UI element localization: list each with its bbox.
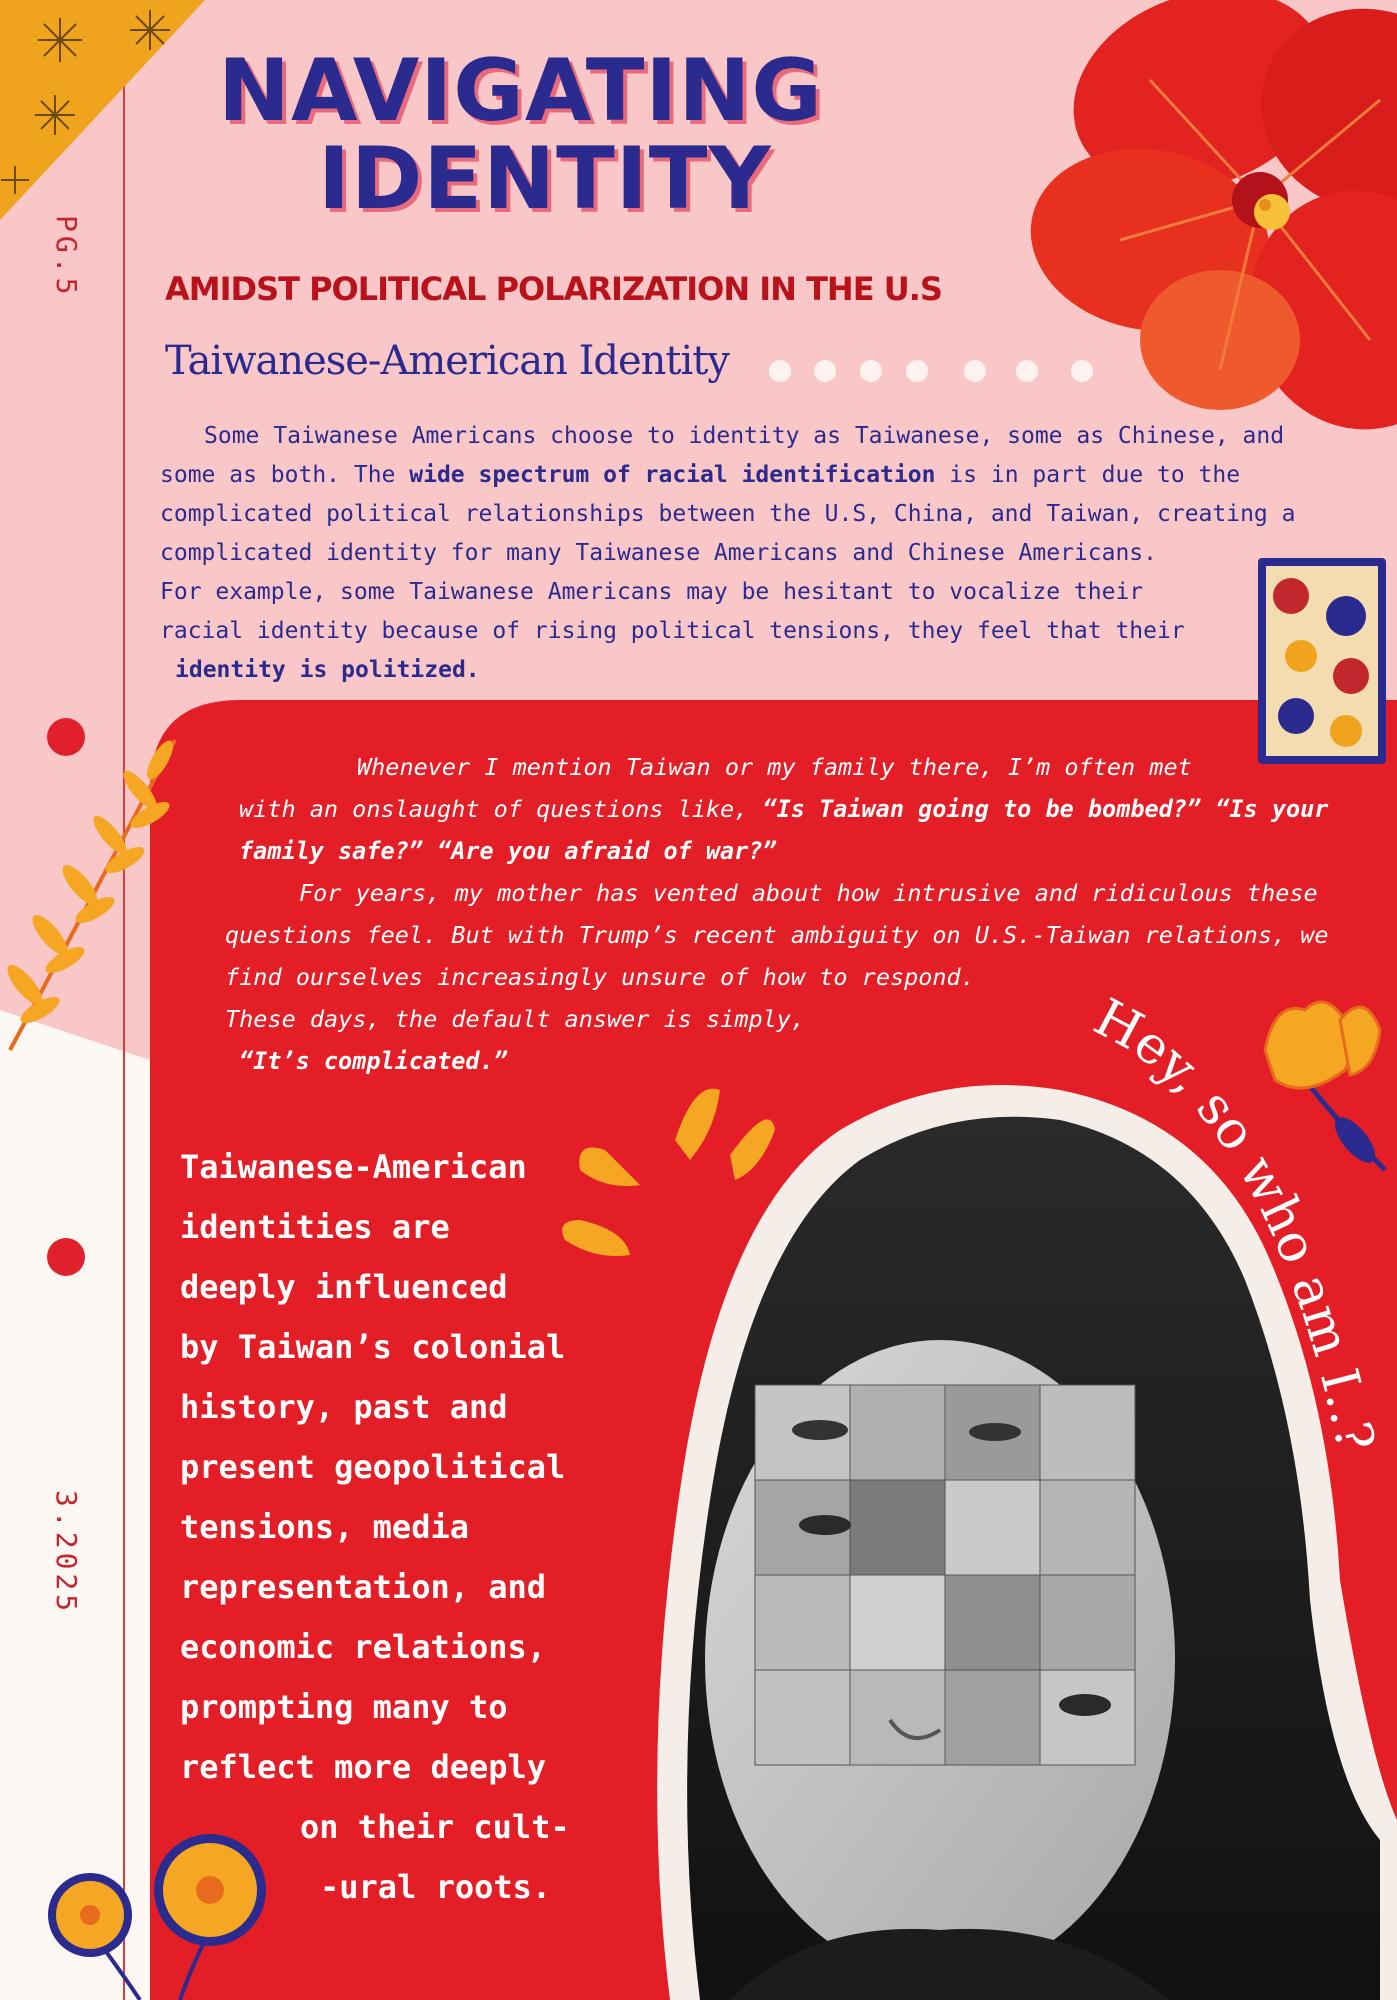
- dots-decoration: [762, 356, 1102, 386]
- sidebar-line: deeply influenced: [180, 1268, 508, 1306]
- issue-date: 3.2025: [50, 1490, 83, 1616]
- sidebar-text-block: [180, 1137, 620, 1917]
- hey-caption-curve: [1020, 990, 1397, 1550]
- sidebar-line: reflect more deeply: [180, 1748, 547, 1786]
- quote-line: For years, my mother has vented about how intrusive and ridiculous these: [299, 879, 1318, 907]
- sidebar-line: Taiwanese-American: [180, 1148, 527, 1186]
- quote-question: “Is Taiwan going to be bombed?” “Is your: [762, 795, 1329, 823]
- dot-marker: [47, 1238, 85, 1276]
- patterned-corner-decoration: [0, 0, 210, 230]
- intro-paragraph: [160, 417, 1340, 690]
- sidebar-line: prompting many to: [180, 1688, 508, 1726]
- sidebar-line: identities are: [180, 1208, 450, 1246]
- intro-line: complicated political relationships between the U.S, China, and Taiwan, creating a: [160, 501, 1296, 527]
- intro-line: complicated identity for many Taiwanese Americans and Chinese Americans.: [160, 540, 1157, 566]
- sidebar-line: representation, and: [180, 1568, 547, 1606]
- quote-line: with an onslaught of questions like, “Is Taiwan going to be bombed?” “Is your: [239, 795, 1329, 823]
- headline-line-1: NAVIGATING: [218, 41, 823, 141]
- sidebar-line: economic relations,: [180, 1628, 547, 1666]
- intro-line: some as both. The wide spectrum of racial identification is in part due to the: [160, 462, 1241, 488]
- section-heading: Taiwanese-American Identity: [165, 338, 729, 384]
- sidebar-line: present geopolitical: [180, 1448, 566, 1486]
- postage-stamp-illustration: [1256, 556, 1388, 766]
- fern-leaf-illustration: [0, 720, 190, 1060]
- sidebar-line: -ural roots.: [320, 1868, 552, 1906]
- sidebar-line: tensions, media: [180, 1508, 469, 1546]
- intro-line: racial identity because of rising political tensions, they feel that their: [160, 618, 1185, 644]
- quote-line: questions feel. But with Trump’s recent ambiguity on U.S.-Taiwan relations, we: [225, 921, 1329, 949]
- quote-line: These days, the default answer is simply,: [225, 1005, 806, 1033]
- quote-conclusion: “It’s complicated.”: [239, 1047, 508, 1075]
- headline-subtitle: AMIDST POLITICAL POLARIZATION IN THE U.S: [165, 270, 942, 308]
- quote-question: family safe?” “Are you afraid of war?”: [239, 837, 777, 865]
- sidebar-line: by Taiwan’s colonial: [180, 1328, 566, 1366]
- bottom-flowers-illustration: [20, 1820, 290, 2000]
- sidebar-line: on their cult-: [300, 1808, 570, 1846]
- intro-line: For example, some Taiwanese Americans may be hesitant to vocalize their: [160, 579, 1144, 605]
- page-number: PG.5: [50, 215, 83, 299]
- emphasis-text: identity is politized.: [175, 657, 480, 683]
- sidebar-line: history, past and: [180, 1388, 508, 1426]
- headline-line-2: IDENTITY: [318, 129, 772, 229]
- hey-caption: Hey, so who am I..?: [1084, 990, 1386, 1457]
- quote-line: find ourselves increasingly unsure of how to respond.: [225, 963, 975, 991]
- emphasis-text: wide spectrum of racial identification: [409, 462, 936, 488]
- intro-line: Some Taiwanese Americans choose to identity as Taiwanese, some as Chinese, and: [204, 423, 1285, 449]
- quote-line: Whenever I mention Taiwan or my family there, I’m often met: [357, 753, 1192, 781]
